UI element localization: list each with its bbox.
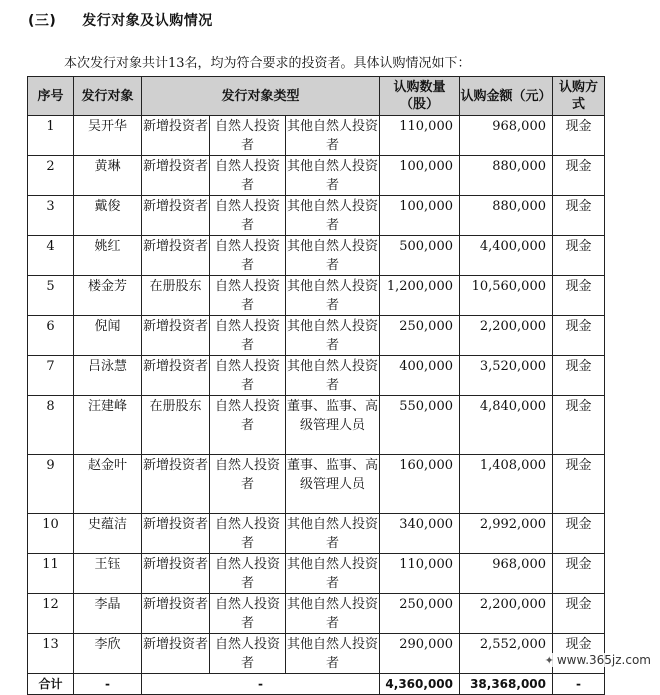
- cell-type-category: 新增投资者: [142, 356, 210, 396]
- cell-method: 现金: [553, 276, 605, 316]
- cell-type-detail: 其他自然人投资者: [286, 554, 380, 594]
- cell-type-category: 新增投资者: [142, 514, 210, 554]
- watermark-text: www.365jz.com: [556, 653, 651, 667]
- total-name: -: [74, 674, 142, 695]
- cell-seq: 11: [28, 554, 74, 594]
- cell-name: 赵金叶: [74, 455, 142, 514]
- cell-amount: 968,000: [460, 554, 553, 594]
- cell-type-detail: 其他自然人投资者: [286, 156, 380, 196]
- cell-method: 现金: [553, 236, 605, 276]
- cell-name: 姚红: [74, 236, 142, 276]
- cell-method: 现金: [553, 594, 605, 634]
- total-row: [28, 674, 605, 695]
- cell-shares: 290,000: [380, 634, 460, 674]
- cell-type-category: 新增投资者: [142, 316, 210, 356]
- cell-amount: 4,840,000: [460, 396, 553, 455]
- table-row: [28, 634, 605, 674]
- cell-name: 李欣: [74, 634, 142, 674]
- cell-type-person: 自然人投资者: [210, 116, 286, 156]
- cell-amount: 10,560,000: [460, 276, 553, 316]
- cell-type-detail: 其他自然人投资者: [286, 316, 380, 356]
- cell-type-person: 自然人投资者: [210, 634, 286, 674]
- cell-shares: 250,000: [380, 316, 460, 356]
- cell-amount: 968,000: [460, 116, 553, 156]
- cell-seq: 8: [28, 396, 74, 455]
- header-amount: 认购金额（元）: [460, 77, 553, 116]
- total-type: -: [142, 674, 380, 695]
- cell-type-person: 自然人投资者: [210, 156, 286, 196]
- table-row: [28, 554, 605, 594]
- cell-seq: 1: [28, 116, 74, 156]
- cell-type-category: 在册股东: [142, 276, 210, 316]
- table-row: [28, 455, 605, 514]
- header-type: 发行对象类型: [142, 77, 380, 116]
- total-label: 合计: [28, 674, 74, 695]
- cell-shares: 100,000: [380, 196, 460, 236]
- cell-name: 戴俊: [74, 196, 142, 236]
- section-heading: [28, 10, 213, 30]
- cell-seq: 9: [28, 455, 74, 514]
- cell-type-person: 自然人投资者: [210, 396, 286, 455]
- cell-type-category: 新增投资者: [142, 156, 210, 196]
- cell-seq: 7: [28, 356, 74, 396]
- cell-type-detail: 其他自然人投资者: [286, 196, 380, 236]
- table-row: [28, 594, 605, 634]
- cell-type-detail: 其他自然人投资者: [286, 356, 380, 396]
- table-row: [28, 196, 605, 236]
- cell-type-category: 新增投资者: [142, 634, 210, 674]
- cell-method: 现金: [553, 356, 605, 396]
- table-row: [28, 396, 605, 455]
- cell-shares: 110,000: [380, 554, 460, 594]
- cell-seq: 3: [28, 196, 74, 236]
- cell-shares: 400,000: [380, 356, 460, 396]
- cell-method: 现金: [553, 316, 605, 356]
- cell-amount: 3,520,000: [460, 356, 553, 396]
- cell-type-person: 自然人投资者: [210, 455, 286, 514]
- table-row: [28, 316, 605, 356]
- table-row: [28, 236, 605, 276]
- cell-method: 现金: [553, 455, 605, 514]
- cell-amount: 2,552,000: [460, 634, 553, 674]
- intro-paragraph: 本次发行对象共计13名，均为符合要求的投资者。具体认购情况如下：: [64, 56, 471, 71]
- total-shares: 4,360,000: [380, 674, 460, 695]
- cell-type-category: 新增投资者: [142, 455, 210, 514]
- cell-amount: 880,000: [460, 156, 553, 196]
- subscription-table: [27, 76, 605, 695]
- watermark: [542, 653, 654, 667]
- cell-shares: 160,000: [380, 455, 460, 514]
- section-title: 发行对象及认购情况: [82, 13, 213, 29]
- cell-seq: 10: [28, 514, 74, 554]
- cell-amount: 2,200,000: [460, 316, 553, 356]
- cell-type-category: 在册股东: [142, 396, 210, 455]
- cell-method: 现金: [553, 554, 605, 594]
- table-row: [28, 276, 605, 316]
- cell-seq: 6: [28, 316, 74, 356]
- cell-seq: 2: [28, 156, 74, 196]
- cell-method: 现金: [553, 156, 605, 196]
- cell-type-detail: 其他自然人投资者: [286, 634, 380, 674]
- cell-type-detail: 董事、监事、高级管理人员: [286, 455, 380, 514]
- cell-shares: 250,000: [380, 594, 460, 634]
- cell-method: 现金: [553, 396, 605, 455]
- cell-method: 现金: [553, 196, 605, 236]
- cell-name: 李晶: [74, 594, 142, 634]
- table-header-row: [28, 77, 605, 116]
- total-amount: 38,368,000: [460, 674, 553, 695]
- total-method: -: [553, 674, 605, 695]
- cell-type-person: 自然人投资者: [210, 594, 286, 634]
- cell-method: 现金: [553, 116, 605, 156]
- cell-name: 黄琳: [74, 156, 142, 196]
- cell-type-person: 自然人投资者: [210, 196, 286, 236]
- header-shares: 认购数量（股）: [380, 77, 460, 116]
- cell-type-person: 自然人投资者: [210, 316, 286, 356]
- cell-seq: 12: [28, 594, 74, 634]
- cell-name: 史蕴洁: [74, 514, 142, 554]
- section-number: (三): [28, 13, 57, 29]
- header-object: 发行对象: [74, 77, 142, 116]
- header-method: 认购方式: [553, 77, 605, 116]
- cell-type-person: 自然人投资者: [210, 554, 286, 594]
- cell-type-person: 自然人投资者: [210, 276, 286, 316]
- cell-type-category: 新增投资者: [142, 196, 210, 236]
- watermark-logo-icon: ✦: [544, 653, 554, 667]
- cell-name: 楼金芳: [74, 276, 142, 316]
- cell-shares: 500,000: [380, 236, 460, 276]
- cell-amount: 2,200,000: [460, 594, 553, 634]
- header-seq: 序号: [28, 77, 74, 116]
- cell-type-detail: 其他自然人投资者: [286, 116, 380, 156]
- cell-seq: 5: [28, 276, 74, 316]
- cell-amount: 2,992,000: [460, 514, 553, 554]
- cell-shares: 340,000: [380, 514, 460, 554]
- cell-name: 吕泳慧: [74, 356, 142, 396]
- cell-shares: 100,000: [380, 156, 460, 196]
- cell-type-person: 自然人投资者: [210, 236, 286, 276]
- cell-type-detail: 董事、监事、高级管理人员: [286, 396, 380, 455]
- cell-method: 现金: [553, 634, 605, 674]
- cell-type-category: 新增投资者: [142, 554, 210, 594]
- cell-name: 吴开华: [74, 116, 142, 156]
- cell-shares: 1,200,000: [380, 276, 460, 316]
- cell-method: 现金: [553, 514, 605, 554]
- cell-seq: 13: [28, 634, 74, 674]
- cell-type-detail: 其他自然人投资者: [286, 514, 380, 554]
- cell-type-person: 自然人投资者: [210, 356, 286, 396]
- table-row: [28, 116, 605, 156]
- cell-type-detail: 其他自然人投资者: [286, 276, 380, 316]
- cell-name: 汪建峰: [74, 396, 142, 455]
- cell-seq: 4: [28, 236, 74, 276]
- cell-name: 倪闻: [74, 316, 142, 356]
- cell-shares: 550,000: [380, 396, 460, 455]
- cell-amount: 1,408,000: [460, 455, 553, 514]
- cell-type-category: 新增投资者: [142, 236, 210, 276]
- table-row: [28, 514, 605, 554]
- table-row: [28, 356, 605, 396]
- cell-name: 王钰: [74, 554, 142, 594]
- cell-type-detail: 其他自然人投资者: [286, 236, 380, 276]
- cell-type-person: 自然人投资者: [210, 514, 286, 554]
- cell-type-category: 新增投资者: [142, 594, 210, 634]
- cell-amount: 880,000: [460, 196, 553, 236]
- cell-type-category: 新增投资者: [142, 116, 210, 156]
- cell-amount: 4,400,000: [460, 236, 553, 276]
- cell-type-detail: 其他自然人投资者: [286, 594, 380, 634]
- cell-shares: 110,000: [380, 116, 460, 156]
- table-row: [28, 156, 605, 196]
